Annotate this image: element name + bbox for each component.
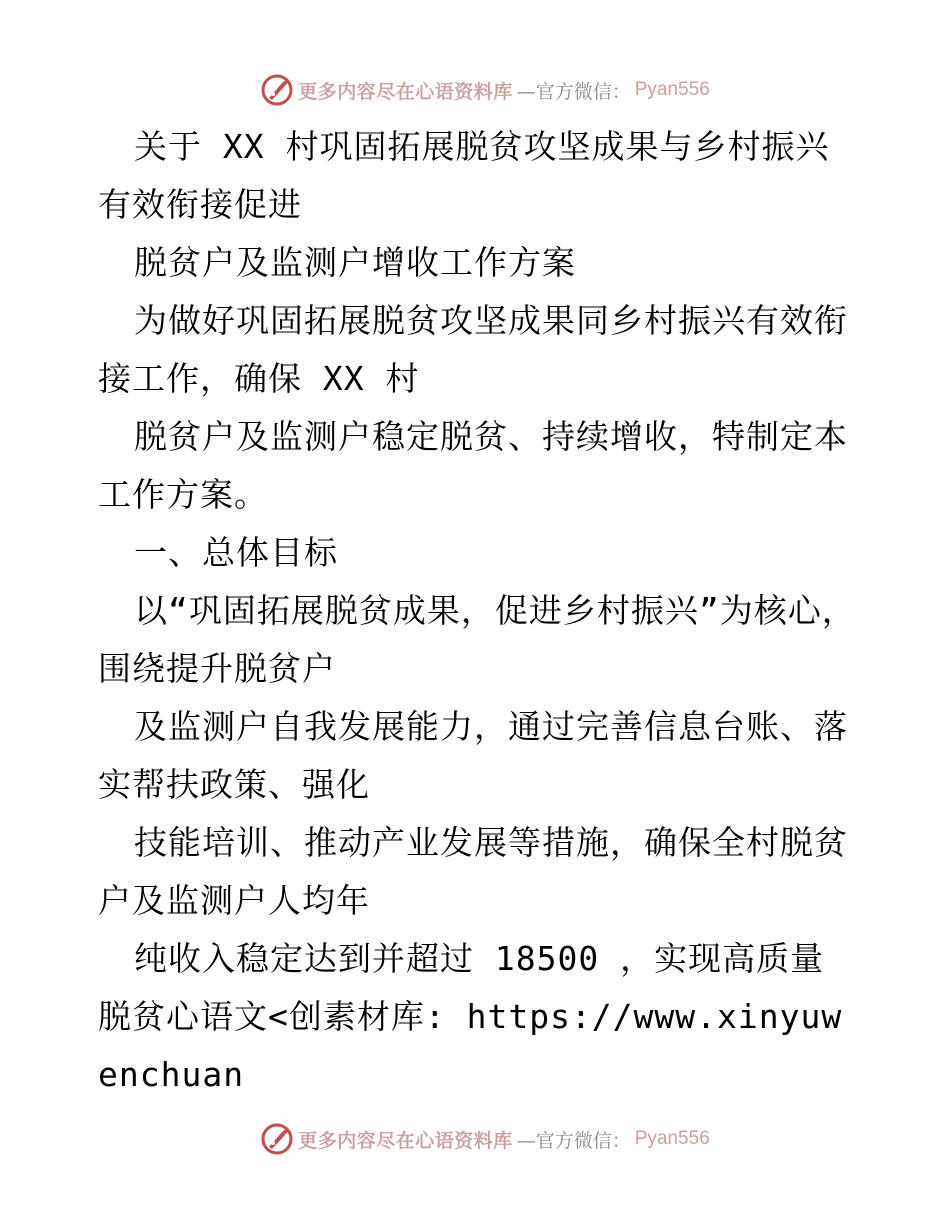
footer-banner (0, 1119, 950, 1159)
paragraph-goal-4: 纯收入稳定达到并超过 18500 ，实现高质量脱贫心语文<创素材库: https://www.xinyuwenchuan (98, 939, 843, 1094)
banner-wechat-id: Pyan556 (634, 1128, 710, 1149)
paragraph-goal-1: 以“巩固拓展脱贫成果，促进乡村振兴”为核心，围绕提升脱贫户 (98, 591, 856, 688)
paragraph-title-line-2: 脱贫户及监测户增收工作方案 (134, 243, 576, 282)
banner-wechat-label: —官方微信： (516, 1129, 631, 1152)
banner-wechat-label: —官方微信： (516, 80, 631, 103)
banner-wechat-id: Pyan556 (634, 79, 710, 100)
paragraph-goal-2: 及监测户自我发展能力，通过完善信息台账、落实帮扶政策、强化 (98, 707, 848, 804)
paragraph-title-line-1: 关于 XX 村巩固拓展脱贫攻坚成果与乡村振兴有效衔接促进 (98, 127, 830, 224)
document-body (98, 118, 858, 1104)
section-heading: 一、总体目标 (134, 533, 338, 572)
pen-logo-icon (260, 1122, 294, 1156)
header-banner (0, 70, 950, 110)
paragraph-intro-2: 脱贫户及监测户稳定脱贫、持续增收，特制定本工作方案。 (98, 417, 848, 514)
banner-site-text: 更多内容尽在心语资料库 (298, 1129, 513, 1152)
pen-logo-icon (260, 73, 294, 107)
paragraph-intro-1: 为做好巩固拓展脱贫攻坚成果同乡村振兴有效衔接工作，确保 XX 村 (98, 301, 848, 398)
paragraph-goal-3: 技能培训、推动产业发展等措施，确保全村脱贫户及监测户人均年 (98, 823, 848, 920)
banner-site-text: 更多内容尽在心语资料库 (298, 80, 513, 103)
